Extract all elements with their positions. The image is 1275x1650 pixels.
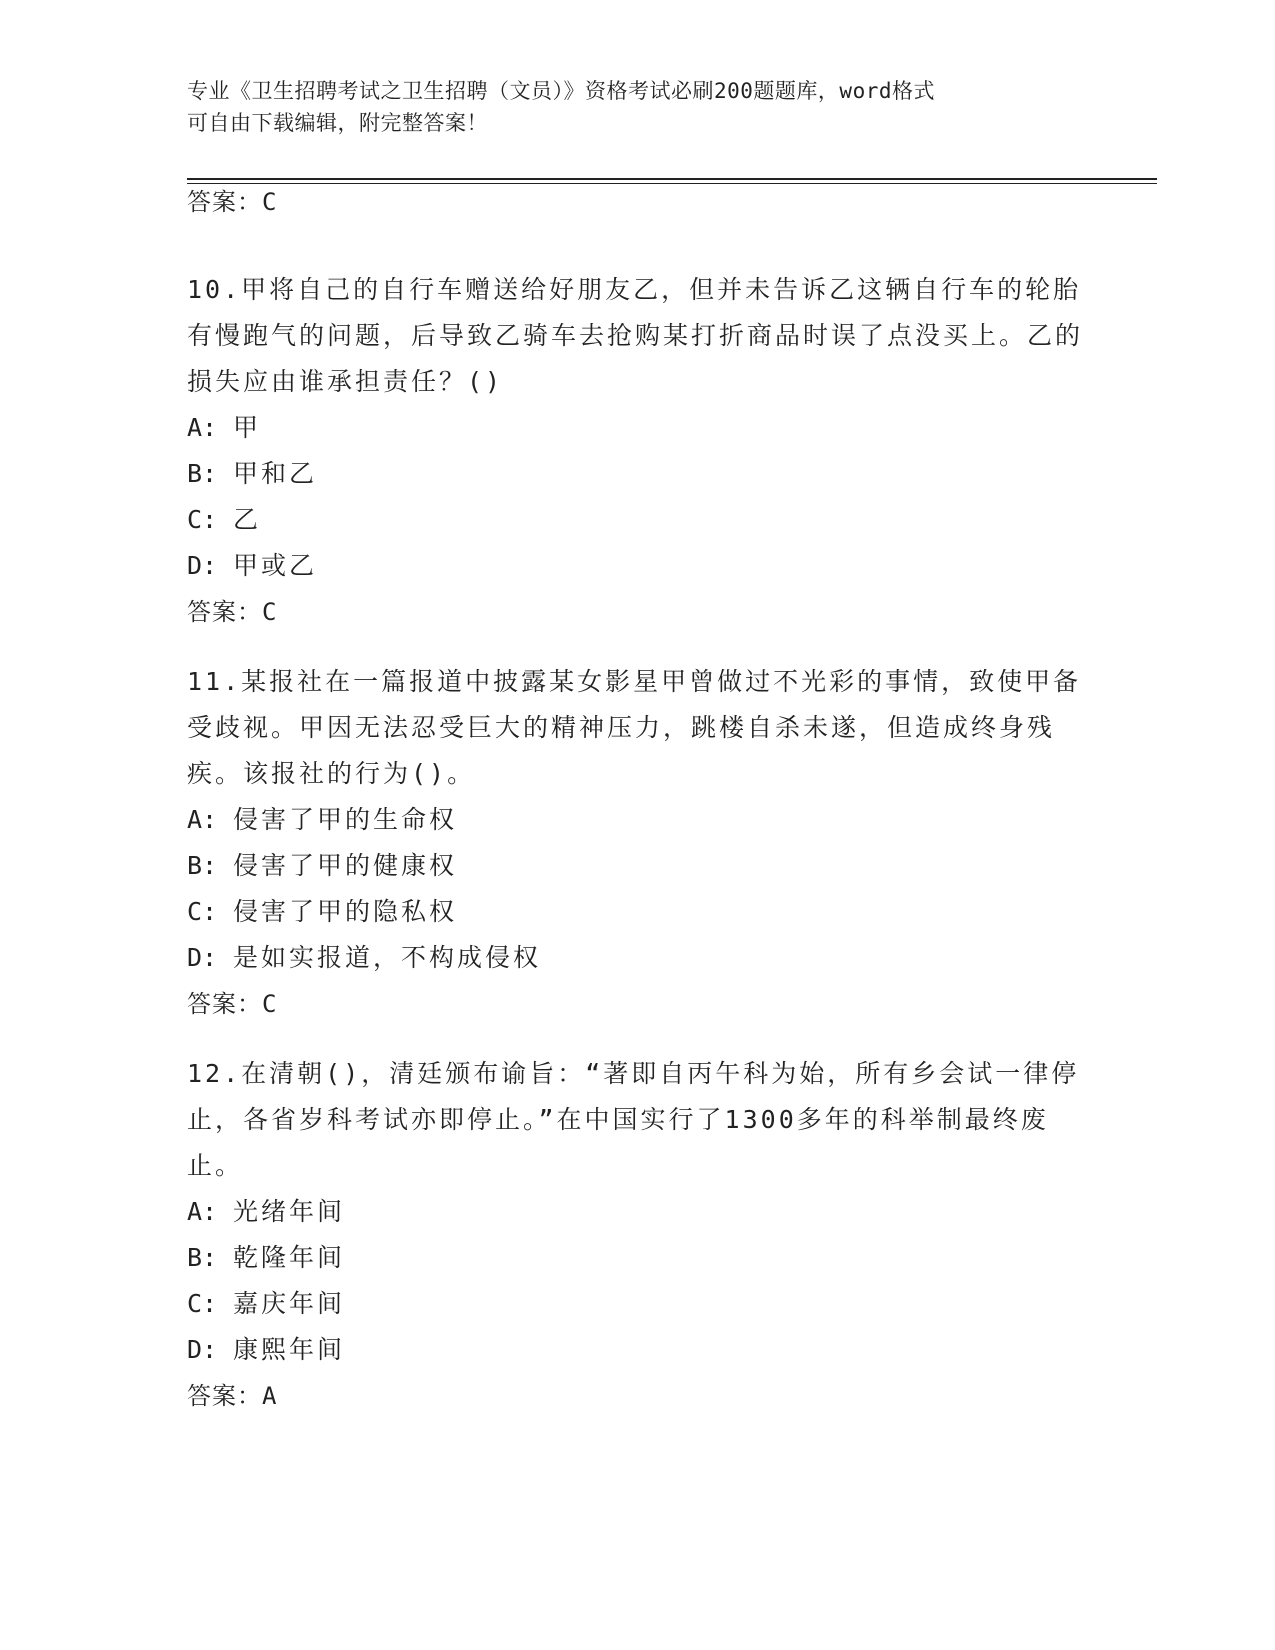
option-text: 侵害了甲的健康权 xyxy=(233,851,458,880)
question-12 xyxy=(187,1051,1087,1419)
header-divider-thin xyxy=(187,183,1157,184)
question-answer: 答案：C xyxy=(187,990,278,1018)
option-a xyxy=(187,797,1087,843)
option-key: C: xyxy=(187,1289,218,1318)
option-c xyxy=(187,889,1087,935)
option-b xyxy=(187,451,1087,497)
header-divider xyxy=(187,178,1157,180)
option-key: B: xyxy=(187,851,218,880)
question-10 xyxy=(187,267,1087,635)
option-key: D: xyxy=(187,943,218,972)
option-text: 康熙年间 xyxy=(233,1335,346,1364)
option-text: 甲或乙 xyxy=(233,551,318,580)
document-header xyxy=(187,75,1087,139)
question-answer: 答案：A xyxy=(187,1382,278,1410)
option-key: B: xyxy=(187,1243,218,1272)
option-key: A: xyxy=(187,1197,218,1226)
question-answer: 答案：C xyxy=(187,598,278,626)
option-key: D: xyxy=(187,1335,218,1364)
question-stem: 12.在清朝()，清廷颁布谕旨：“著即自丙午科为始，所有乡会试一律停止，各省岁科考试亦即停止。”在中国实行了1300多年的科举制最终废止。 xyxy=(187,1059,1080,1180)
option-key: C: xyxy=(187,505,218,534)
option-a xyxy=(187,1189,1087,1235)
option-text: 光绪年间 xyxy=(233,1197,346,1226)
option-text: 侵害了甲的生命权 xyxy=(233,805,458,834)
option-d xyxy=(187,1327,1087,1373)
option-a xyxy=(187,405,1087,451)
option-text: 甲 xyxy=(233,413,262,442)
option-d xyxy=(187,543,1087,589)
option-text: 侵害了甲的隐私权 xyxy=(233,897,458,926)
option-key: B: xyxy=(187,459,218,488)
previous-answer: 答案：C xyxy=(187,188,278,216)
option-key: A: xyxy=(187,413,218,442)
option-b xyxy=(187,843,1087,889)
option-key: A: xyxy=(187,805,218,834)
question-stem: 10.甲将自己的自行车赠送给好朋友乙，但并未告诉乙这辆自行车的轮胎有慢跑气的问题，后导致乙骑车去抢购某打折商品时误了点没买上。乙的损失应由谁承担责任？() xyxy=(187,275,1084,396)
option-d xyxy=(187,935,1087,981)
option-key: D: xyxy=(187,551,218,580)
option-text: 甲和乙 xyxy=(233,459,318,488)
question-11 xyxy=(187,659,1087,1027)
header-line-1: 专业《卫生招聘考试之卫生招聘（文员）》资格考试必刷200题题库，word格式 xyxy=(187,79,935,103)
header-line-2: 可自由下载编辑，附完整答案！ xyxy=(187,111,488,135)
option-key: C: xyxy=(187,897,218,926)
option-b xyxy=(187,1235,1087,1281)
option-text: 嘉庆年间 xyxy=(233,1289,346,1318)
option-text: 是如实报道，不构成侵权 xyxy=(233,943,542,972)
option-text: 乙 xyxy=(233,505,262,534)
option-c xyxy=(187,1281,1087,1327)
question-stem: 11.某报社在一篇报道中披露某女影星甲曾做过不光彩的事情，致使甲备受歧视。甲因无法忍受巨大的精神压力，跳楼自杀未遂，但造成终身残疾。该报社的行为()。 xyxy=(187,667,1082,788)
option-text: 乾隆年间 xyxy=(233,1243,346,1272)
option-c xyxy=(187,497,1087,543)
